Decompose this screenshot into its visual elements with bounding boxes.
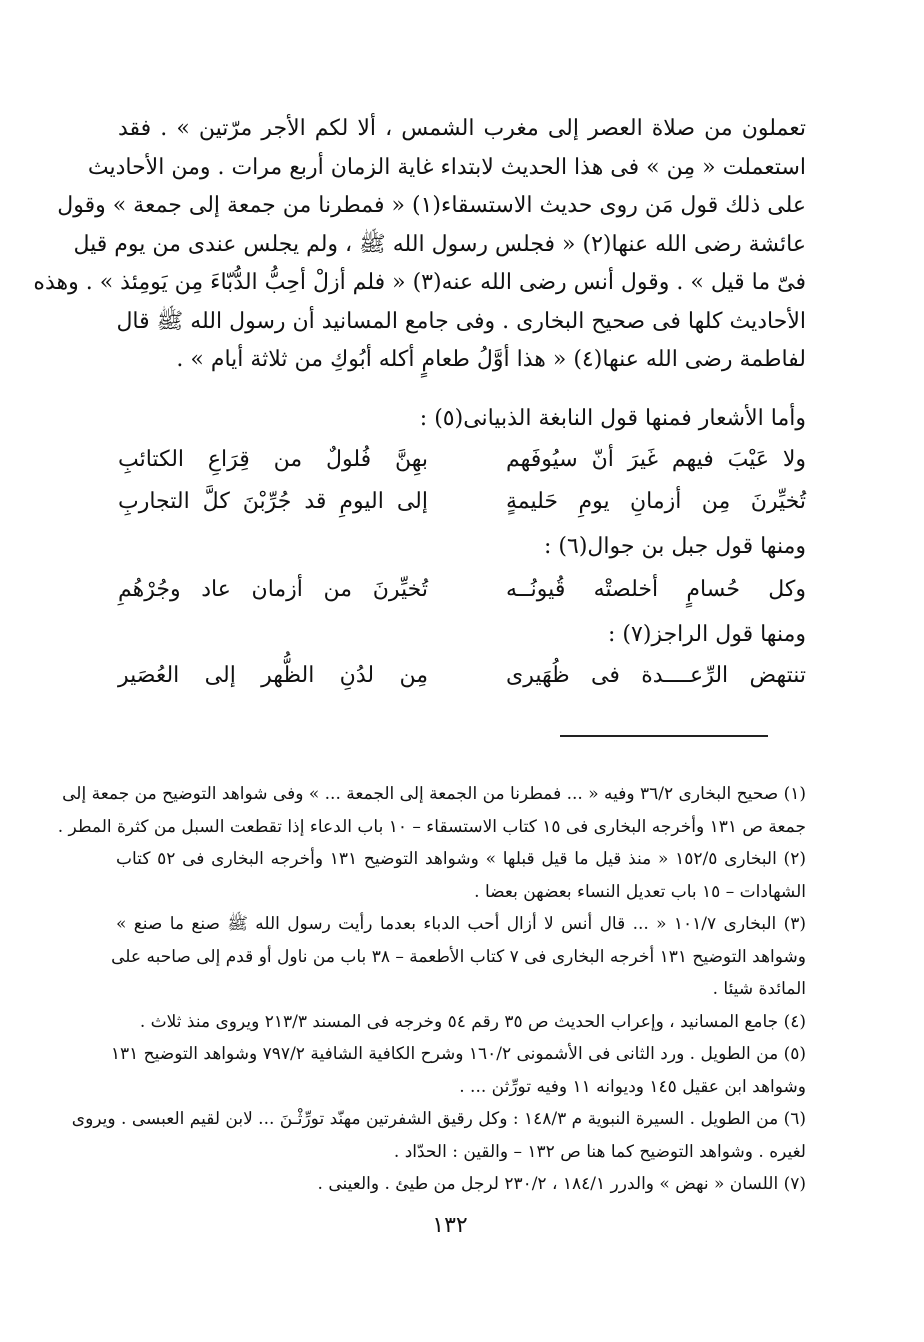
- footnote-line-13: (٧) اللسان « نهض » والدرر ١٨٤/١ ، ٢٣٠/٢ لرجل من طيئ . والعينى .: [317, 1174, 806, 1194]
- verse-nabigha-1: [118, 440, 806, 480]
- verse-hemistich-second: تُخيِّرنَ من أزمان عاد وجُرْهُمِ: [118, 577, 428, 602]
- verse-hemistich-second: مِن لدُنِ الظُّهر إلى العُصَير: [118, 663, 428, 688]
- body-line-6: الأحاديث كلها فى صحيح البخارى . وفى جامع المسانيد أن رسول الله ﷺ قال: [116, 308, 806, 334]
- verse-hemistich-second: إلى اليومِ قد جُرِّبْنَ كلَّ التجاربِ: [118, 489, 428, 514]
- verse-jabal-1: [118, 570, 806, 610]
- body-line-2: استعملت « مِن » فى هذا الحديث لابتداء غاية الزمان أربع مرات . ومن الأحاديث: [87, 154, 806, 180]
- body-line-5: فىّ ما قيل » . وقول أنس رضى الله عنه(٣) « فلم أزلْ أحِبُّ الدُّبّاءَ مِن يَومِئذ » . وهذه: [33, 270, 806, 295]
- main-text: [33, 110, 806, 380]
- footnote-line-4: الشهادات – ١٥ باب تعديل النساء بعضهن بعضا .: [474, 881, 806, 902]
- footnotes: [57, 778, 806, 1201]
- footnote-line-1: (١) صحيح البخارى ٣٦/٢ وفيه « ... فمطرنا من الجمعة إلى الجمعة ... » وفى شواهد التوضيح من جمعة إلى: [62, 784, 806, 804]
- verse-hemistich-first: تنتهض الرِّعــــدة فى ظُهَيرى: [506, 663, 806, 688]
- footnote-line-2: جمعة ص ١٣١ وأخرجه البخارى فى ١٥ كتاب الاستسقاء – ١٠ باب الدعاء إذا تقطعت السبل من كثرة المطر .: [57, 816, 806, 837]
- footnote-separator: [560, 735, 768, 737]
- poetry-intro-jabal: ومنها قول جبل بن جوال(٦) :: [544, 534, 806, 559]
- verse-hemistich-first: ولا عَيْبَ فيهم غَيرَ أنّ سيُوفَهم: [506, 447, 806, 472]
- footnote-line-11: (٦) من الطويل . السيرة النبوية م ١٤٨/٣ : وكل رقيق الشفرتين مهنّد تورِّثْـنَ ... لابن لقيم العبسى . ويروى: [71, 1109, 806, 1129]
- verse-hemistich-first: تُخيِّرنَ مِن أزمانِ يومِ حَليمةٍ: [506, 489, 806, 514]
- body-line-4: عائشة رضى الله عنها(٢) « فجلس رسول الله ﷺ ، ولم يجلس عندى من يوم قيل: [73, 231, 806, 257]
- verse-hemistich-first: وكل حُسامٍ أخلصتْه قُيونُــه: [506, 577, 806, 602]
- footnote-line-5: (٣) البخارى ١٠١/٧ « ... قال أنس لا أزال أحب الدباء بعدما رأيت رسول الله ﷺ صنع ما صنع »: [116, 914, 806, 934]
- body-line-3: على ذلك قول مَن روى حديث الاستسقاء(١) « فمطرنا من جمعة إلى جمعة » وقول: [57, 193, 806, 218]
- footnote-line-7: المائدة شيئا .: [712, 979, 806, 999]
- footnote-line-6: وشواهد التوضيح ١٣١ أخرجه البخارى فى ٧ كتاب الأطعمة – ٣٨ باب من ناول أو قدم إلى صاحبه على: [111, 946, 806, 967]
- poetry-intro-nabigha: وأما الأشعار فمنها قول النابغة الذبيانى(٥) :: [419, 406, 806, 431]
- verse-rajiz-1: [118, 656, 806, 696]
- page-number: ١٣٢: [432, 1213, 468, 1238]
- footnote-line-9: (٥) من الطويل . ورد الثانى فى الأشمونى ١٦٠/٢ وشرح الكافية الشافية ٧٩٧/٢ وشواهد التوضيح ١٣١: [110, 1044, 806, 1064]
- poetry-intro-rajiz: ومنها قول الراجز(٧) :: [608, 622, 806, 647]
- footnote-line-3: (٢) البخارى ١٥٢/٥ « منذ قيل ما قيل قبلها » وشواهد التوضيح ١٣١ وأخرجه البخارى فى ٥٢ كتاب: [116, 849, 806, 869]
- verse-nabigha-2: [118, 482, 806, 522]
- footnote-line-8: (٤) جامع المسانيد ، وإعراب الحديث ص ٣٥ رقم ٥٤ وخرجه فى المسند ٢١٣/٣ ويروى منذ ثلاث .: [139, 1011, 806, 1032]
- footnote-line-10: وشواهد ابن عقيل ١٤٥ وديوانه ١١ وفيه تورِّثن ... .: [459, 1076, 806, 1097]
- footnote-line-12: لغيره . وشواهد التوضيح كما هنا ص ١٣٢ – والقين : الحدّاد .: [393, 1141, 806, 1162]
- body-line-7: لفاطمة رضى الله عنها(٤) « هذا أوَّلُ طعامٍ أكله أبُوكِ من ثلاثة أيام » .: [176, 347, 806, 372]
- verse-hemistich-second: بهِنَّ فُلولٌ من قِرَاعِ الكتائبِ: [118, 447, 428, 472]
- body-line-1: تعملون من صلاة العصر إلى مغرب الشمس ، ألا لكم الأجر مرّتين » . فقد: [118, 116, 806, 141]
